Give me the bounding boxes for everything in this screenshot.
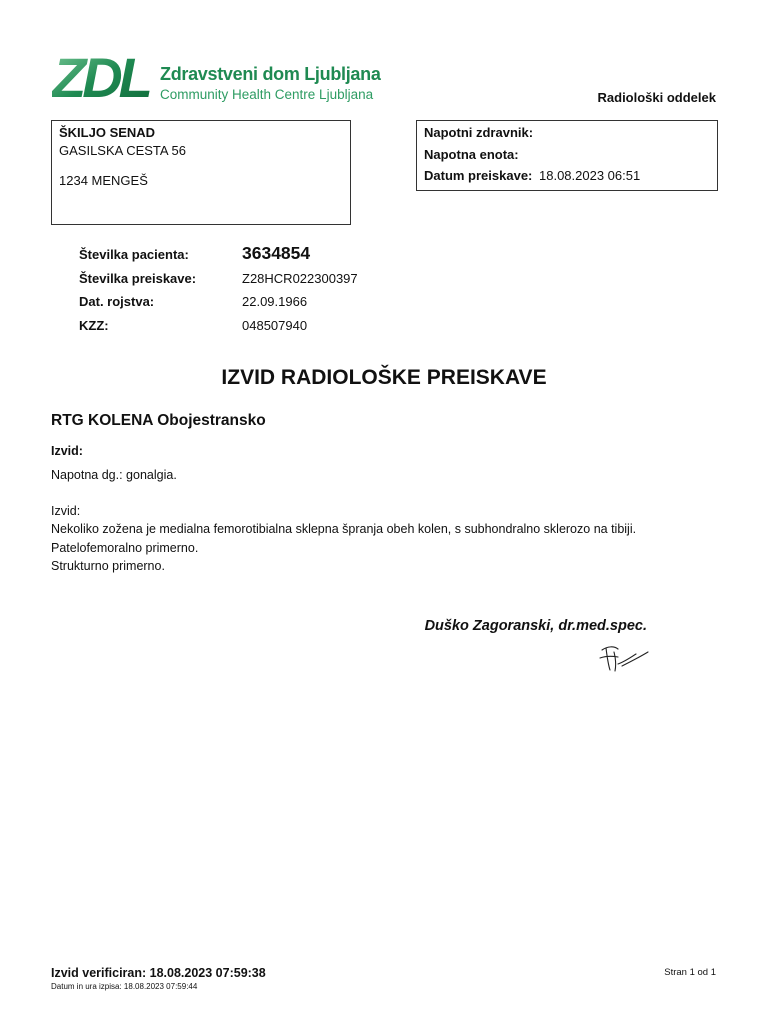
findings-line-3: Strukturno primerno. bbox=[51, 559, 165, 573]
referral-diagnosis: Napotna dg.: gonalgia. bbox=[51, 468, 177, 482]
referring-doctor-label: Napotni zdravnik: bbox=[424, 125, 534, 140]
logo-lettering: ZDL bbox=[52, 50, 149, 102]
organization-logo bbox=[52, 50, 152, 102]
kzz-number: 048507940 bbox=[242, 318, 308, 333]
birth-date: 22.09.1966 bbox=[242, 294, 308, 309]
kzz-label: KZZ: bbox=[79, 318, 109, 333]
handwritten-signature bbox=[596, 640, 651, 674]
exam-name: RTG KOLENA Obojestransko bbox=[51, 412, 266, 429]
patient-city: 1234 MENGEŠ bbox=[59, 173, 148, 188]
findings-label: Izvid: bbox=[51, 504, 81, 518]
verification-timestamp: Izvid verificiran: 18.08.2023 07:59:38 bbox=[51, 966, 266, 980]
findings-section-label: Izvid: bbox=[51, 444, 83, 458]
patient-number-label: Številka pacienta: bbox=[79, 247, 189, 262]
print-timestamp: Datum in ura izpisa: 18.08.2023 07:59:44 bbox=[51, 982, 198, 991]
doctor-name: Duško Zagoranski, dr.med.spec. bbox=[424, 618, 647, 634]
referral-info-box bbox=[416, 120, 718, 191]
organization-name: Zdravstveni dom Ljubljana bbox=[160, 64, 381, 84]
patient-name: ŠKILJO SENAD bbox=[59, 125, 156, 140]
report-title: IZVID RADIOLOŠKE PREISKAVE bbox=[221, 366, 547, 389]
department-name: Radiološki oddelek bbox=[597, 90, 716, 105]
patient-address-box bbox=[51, 120, 351, 225]
exam-date-label: Datum preiskave: bbox=[424, 168, 533, 183]
referring-unit-label: Napotna enota: bbox=[424, 147, 519, 162]
exam-number-label: Številka preiskave: bbox=[79, 271, 197, 286]
page-number: Stran 1 od 1 bbox=[664, 967, 716, 978]
patient-street: GASILSKA CESTA 56 bbox=[59, 143, 186, 158]
exam-date-value: 18.08.2023 06:51 bbox=[539, 168, 641, 183]
findings-line-1: Nekoliko zožena je medialna femorotibialna sklepna špranja obeh kolen, s subhondralno sklerozo na tibiji. bbox=[51, 522, 637, 536]
patient-number: 3634854 bbox=[242, 243, 311, 263]
findings-line-2: Patelofemoralno primerno. bbox=[51, 541, 199, 555]
organization-subtitle: Community Health Centre Ljubljana bbox=[160, 87, 374, 102]
exam-number: Z28HCR022300397 bbox=[242, 271, 358, 286]
birth-date-label: Dat. rojstva: bbox=[79, 294, 155, 309]
